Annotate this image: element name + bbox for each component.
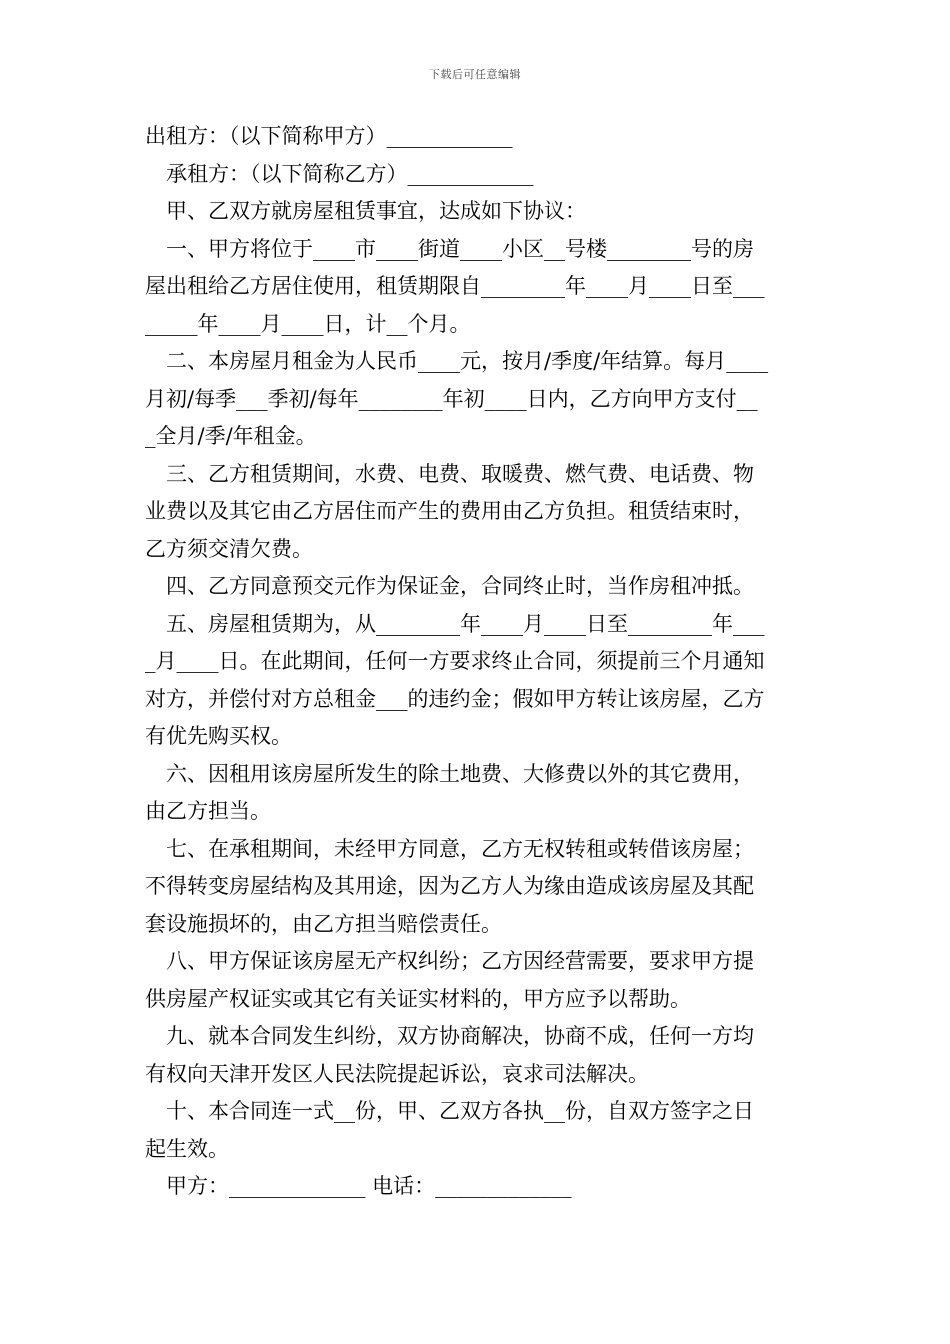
contract-line: 三、乙方租赁期间，水费、电费、取暖费、燃气费、电话费、物: [166, 461, 754, 486]
contract-line: 起生效。: [145, 1136, 229, 1161]
contract-line: 屋出租给乙方居住使用，租赁期限自________年____月____日至___: [145, 274, 765, 298]
contract-line: 出租方：（以下简称甲方）____________: [145, 124, 513, 148]
contract-line: 一、甲方将位于____市____街道____小区__号楼________号的房: [166, 236, 754, 261]
contract-line: 对方，并偿付对方总租金___的违约金；假如甲方转让该房屋，乙方: [145, 686, 765, 711]
contract-line: 九、就本合同发生纠纷，双方协商解决，协商不成，任何一方均: [166, 1024, 754, 1048]
contract-line: 套设施损坏的，由乙方担当赔偿责任。: [145, 911, 502, 936]
header-note: 下载后可任意编辑: [429, 68, 521, 81]
contract-line: 有权向天津开发区人民法院提起诉讼，哀求司法解决。: [145, 1061, 649, 1086]
contract-line: 四、乙方同意预交元作为保证金，合同终止时，当作房租冲抵。: [166, 574, 754, 598]
contract-line: 乙方须交清欠费。: [145, 536, 313, 561]
contract-line: 五、房屋租赁期为，从________年____月____日至________年___: [166, 611, 765, 636]
contract-line: 甲方：_____________ 电话：_____________: [166, 1174, 572, 1198]
contract-line: 七、在承租期间，未经甲方同意，乙方无权转租或转借该房屋；: [166, 836, 754, 861]
contract-line: 由乙方担当。: [145, 799, 271, 823]
contract-line: 十、本合同连一式__份，甲、乙双方各执__份，自双方签字之日: [166, 1099, 754, 1123]
contract-body: [145, 118, 807, 1206]
contract-line: _月____日。在此期间，任何一方要求终止合同，须提前三个月通知: [145, 649, 765, 673]
contract-line: 六、因租用该房屋所发生的除土地费、大修费以外的其它费用，: [166, 761, 754, 786]
contract-line: 八、甲方保证该房屋无产权纠纷；乙方因经营需要，要求甲方提: [166, 949, 754, 973]
contract-line: 业费以及其它由乙方居住而产生的费用由乙方负担。租赁结束时，: [145, 499, 754, 523]
contract-line: 不得转变房屋结构及其用途，因为乙方人为缘由造成该房屋及其配: [145, 874, 754, 898]
contract-line: 月初/每季___季初/每年________年初____日内，乙方向甲方支付__: [145, 386, 758, 411]
contract-line: 有优先购买权。: [145, 724, 292, 748]
contract-line: 甲、乙双方就房屋租赁事宜，达成如下协议：: [166, 199, 586, 223]
contract-line: 承租方：（以下简称乙方）____________: [166, 161, 534, 186]
contract-line: _全月/季/年租金。: [145, 424, 317, 448]
contract-line: 二、本房屋月租金为人民币____元，按月/季度/年结算。每月____: [166, 349, 769, 373]
contract-line: 供房屋产权证实或其它有关证实材料的，甲方应予以帮助。: [145, 986, 691, 1011]
contract-line: _____年____月____日，计__个月。: [145, 311, 471, 336]
